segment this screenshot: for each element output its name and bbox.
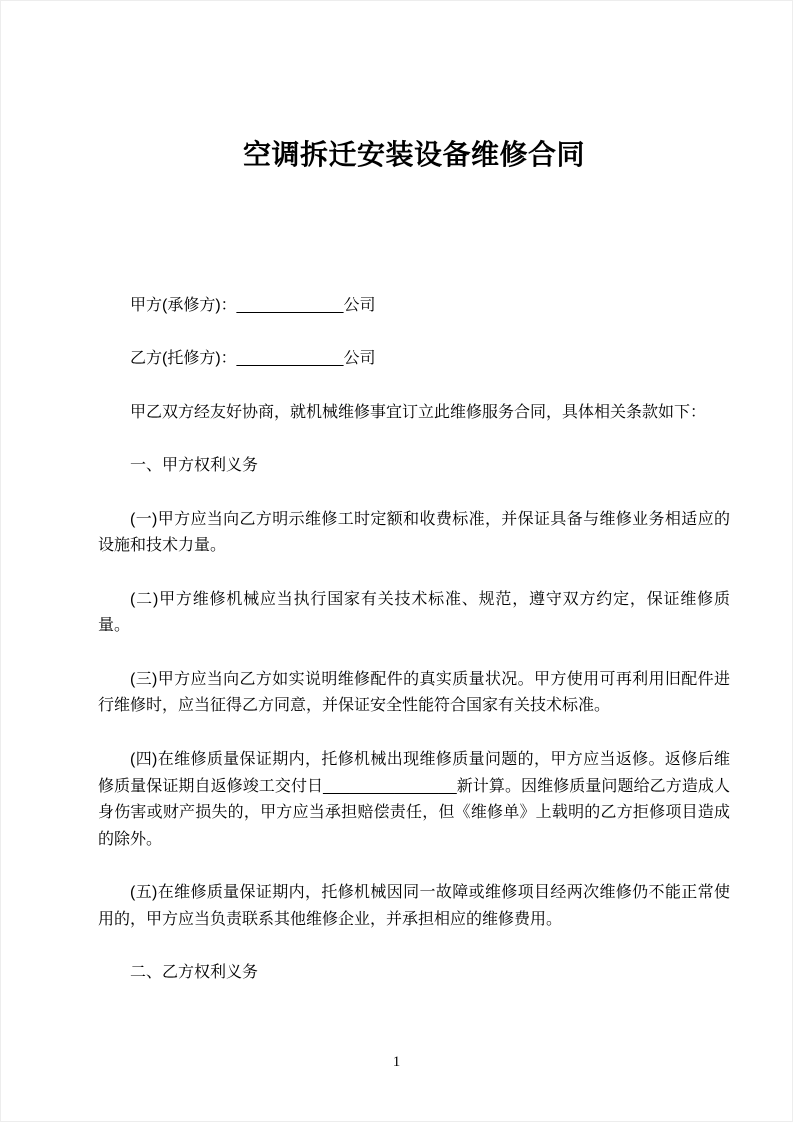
clause-paragraph-1: (一)甲方应当向乙方明示维修工时定额和收费标准，并保证具备与维修业务相适应的设施和技术力量。 [98, 510, 730, 555]
party-a-line: 甲方(承修方)：____________公司 [130, 297, 376, 314]
contract-title: 空调拆迁安装设备维修合同 [242, 139, 585, 170]
clause-paragraph-5: (五)在维修质量保证期内，托修机械因同一故障或维修项目经两次维修仍不能正常使用的，甲方应当负责联系其他维修企业，并承担相应的维修费用。 [98, 884, 730, 929]
clause-paragraph-2: (二)甲方维修机械应当执行国家有关技术标准、规范，遵守双方约定，保证维修质量。 [98, 590, 730, 635]
intro-paragraph: 甲乙双方经友好协商，就机械维修事宜订立此维修服务合同，具体相关条款如下： [130, 403, 707, 421]
clause-paragraph-3: (三)甲方应当向乙方如实说明维修配件的真实质量状况。甲方使用可再利用旧配件进行维修时，应当征得乙方同意，并保证安全性能符合国家有关技术标准。 [98, 670, 730, 715]
clause-paragraph-4: (四)在维修质量保证期内，托修机械出现维修质量问题的，甲方应当返修。返修后维修质量保证期自返修竣工交付日_______________新计算。因维修质量问题给乙方造成人身伤害或财产损失的，甲方应当承担赔偿责任，但《维修单》上载明的乙方拒修项目造成的除外。 [98, 750, 730, 848]
page-number: 1 [392, 1054, 401, 1070]
section-2-heading: 二、乙方权利义务 [130, 964, 259, 982]
section-1-heading: 一、甲方权利义务 [130, 457, 259, 475]
party-b-line: 乙方(托修方)：____________公司 [130, 350, 376, 368]
